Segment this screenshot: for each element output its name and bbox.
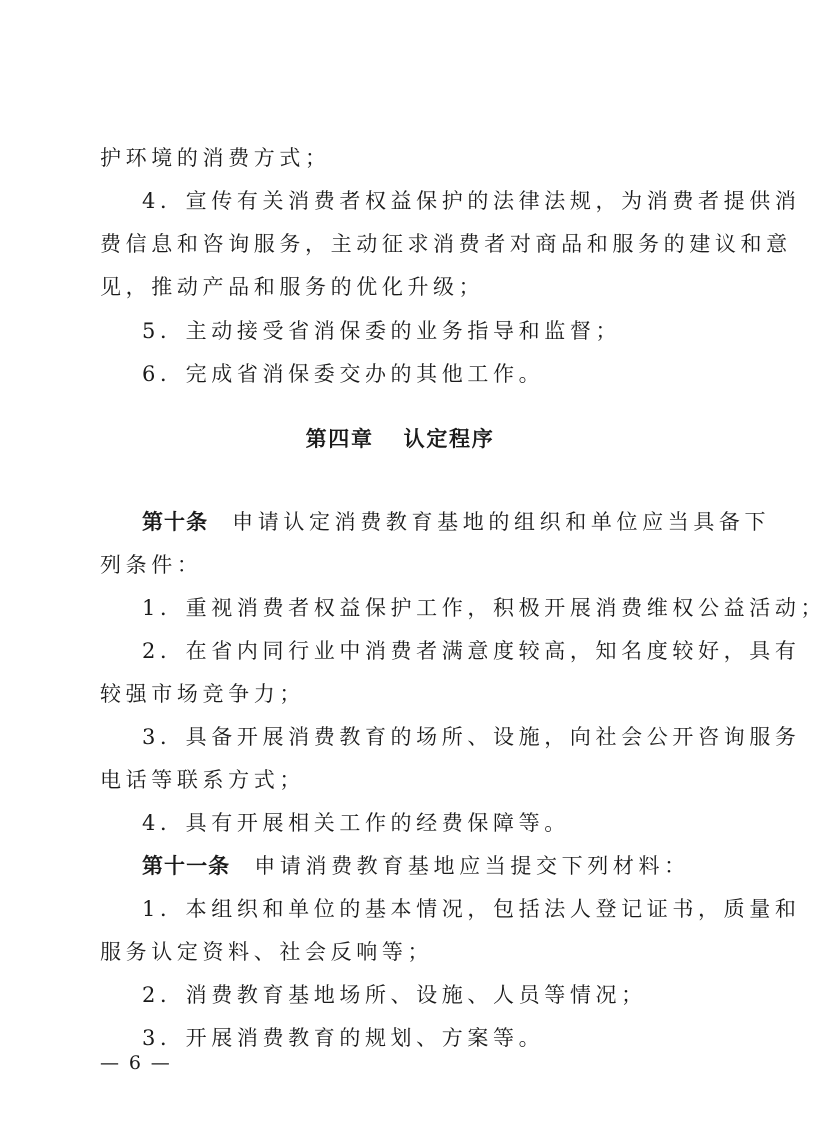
item-4-line-3: 见，推动产品和服务的优化升级； — [100, 275, 485, 299]
article-10-item-2-line-1: 2．在省内同行业中消费者满意度较高，知名度较好，具有 — [142, 639, 801, 663]
chapter-title: 认定程序 — [403, 427, 495, 451]
article-10-item-4: 4．具有开展相关工作的经费保障等。 — [142, 811, 570, 835]
article-10-label: 第十条 — [142, 510, 209, 534]
article-11-text: 申请消费教育基地应当提交下列材料： — [254, 854, 690, 878]
article-10-item-3-line-2: 电话等联系方式； — [100, 768, 305, 792]
article-11-item-1-line-2: 服务认定资料、社会反响等； — [100, 940, 434, 964]
item-4-line-1: 4．宣传有关消费者权益保护的法律法规，为消费者提供消 — [142, 189, 801, 213]
article-10-item-3-line-1: 3．具备开展消费教育的场所、设施，向社会公开咨询服务 — [142, 725, 801, 749]
article-10-item-2-line-2: 较强市场竞争力； — [100, 682, 305, 706]
item-6-line: 6．完成省消保委交办的其他工作。 — [142, 362, 545, 386]
chapter-number: 第四章 — [305, 427, 374, 451]
article-11-line-1 — [142, 851, 702, 881]
article-11-label: 第十一条 — [142, 854, 231, 878]
item-5-line: 5．主动接受省消保委的业务指导和监督； — [142, 319, 622, 343]
article-10-item-1: 1．重视消费者权益保护工作，积极开展消费维权公益活动； — [142, 596, 826, 620]
article-10-line-1 — [142, 507, 771, 537]
article-10-line-2: 列条件： — [100, 553, 203, 577]
continuation-line: 护环境的消费方式； — [100, 146, 331, 170]
chapter-heading — [0, 424, 800, 454]
item-4-line-2: 费信息和咨询服务，主动征求消费者对商品和服务的建议和意 — [100, 232, 792, 256]
article-11-item-1-line-1: 1．本组织和单位的基本情况，包括法人登记证书，质量和 — [142, 897, 801, 921]
page-number: — 6 — — [100, 1052, 172, 1074]
article-11-item-2: 2．消费教育基地场所、设施、人员等情况； — [142, 983, 647, 1007]
article-10-text: 申请认定消费教育基地的组织和单位应当具备下 — [232, 510, 771, 534]
article-11-item-3: 3．开展消费教育的规划、方案等。 — [142, 1026, 545, 1050]
